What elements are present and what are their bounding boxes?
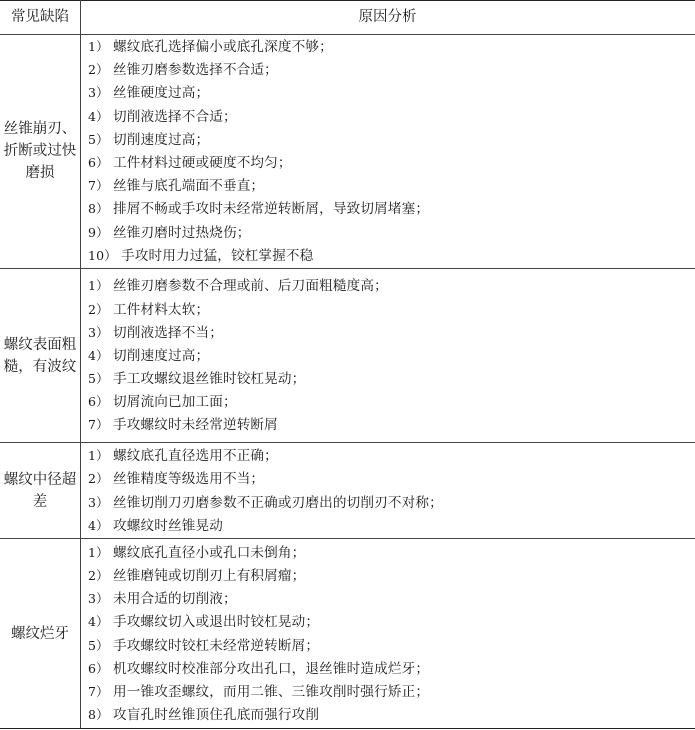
cause-text: 未用合适的切削液； [113, 591, 237, 608]
cause-item [88, 35, 691, 58]
cause-number: 4） [88, 517, 109, 533]
cause-text: 螺纹底孔直径小或孔口未倒角； [113, 544, 306, 561]
cause-item [88, 514, 691, 537]
cause-text: 用一锥攻歪螺纹，而用二锥、三锥攻削时强行矫正； [113, 683, 430, 700]
cause-item [88, 657, 691, 680]
cause-item [88, 344, 691, 367]
cause-item [88, 680, 691, 703]
cause-number: 8） [88, 707, 109, 723]
cause-number: 2） [88, 567, 109, 583]
cause-item [88, 541, 691, 564]
defect-cell: 螺纹中径超差 [3, 471, 77, 510]
cause-number: 6） [88, 660, 109, 676]
cause-list [88, 269, 691, 442]
cause-list [88, 34, 691, 268]
cause-text: 切削速度过高； [113, 131, 210, 148]
cause-item [88, 634, 691, 657]
cause-text: 丝锥刃磨时过热烧伤； [113, 224, 251, 241]
cause-number: 6） [88, 394, 109, 410]
cause-list [88, 443, 691, 538]
cause-number: 9） [88, 224, 109, 240]
cause-text: 攻螺纹时丝锥晃动 [113, 517, 223, 534]
cause-number: 2） [88, 301, 109, 317]
cause-number: 1） [88, 544, 109, 560]
cause-text: 工件材料过硬或硬度不均匀； [113, 155, 292, 171]
cause-text: 切削液选择不合适； [113, 108, 237, 125]
cause-text: 丝锥刃磨参数不合理或前、后刀面粗糙度高； [113, 278, 388, 295]
cause-item [88, 390, 691, 413]
header-defect: 常见缺陷 [11, 9, 69, 25]
defect-cell: 丝锥崩刃、折断或过快磨损 [3, 121, 77, 181]
cause-text: 排屑不畅或手攻时未经常逆转断屑，导致切屑堵塞； [113, 201, 430, 218]
cause-item [88, 58, 691, 81]
cause-number: 8） [88, 201, 109, 217]
cause-item [88, 367, 691, 390]
cause-item [88, 444, 691, 467]
header-cause: 原因分析 [358, 9, 417, 25]
cause-item [88, 564, 691, 587]
cause-number: 1） [88, 448, 109, 464]
cause-text: 丝锥硬度过高； [113, 85, 210, 102]
cause-number: 3） [88, 494, 109, 510]
cause-text: 手攻螺纹时铰杠未经常逆转断屑； [113, 637, 320, 654]
cause-item [88, 491, 691, 514]
cause-text: 螺纹底孔选择偏小或底孔深度不够； [113, 39, 333, 56]
cause-text: 手攻时用力过猛，铰杠掌握不稳 [121, 247, 314, 264]
cause-number: 2） [88, 471, 109, 487]
cause-item [88, 321, 691, 344]
cause-item [88, 274, 691, 297]
cause-number: 7） [88, 683, 109, 699]
cause-item [88, 197, 691, 220]
cause-text: 手工攻螺纹退丝锥时铰杠晃动； [113, 371, 306, 388]
cause-text: 攻盲孔时丝锥顶住孔底而强行攻削 [113, 707, 320, 724]
cause-text: 螺纹底孔直径选用不正确； [113, 448, 278, 465]
cause-number: 1） [88, 39, 109, 55]
cause-number: 3） [88, 324, 109, 340]
cause-number: 1） [88, 278, 109, 294]
cause-text: 手攻螺纹时未经常逆转断屑 [113, 417, 278, 434]
cause-number: 7） [88, 417, 109, 433]
cause-text: 切削液选择不当； [113, 324, 223, 341]
cause-item [88, 151, 691, 174]
cause-text: 手攻螺纹切入或退出时铰杠晃动； [113, 614, 320, 631]
cause-number: 6） [88, 155, 109, 170]
cause-number: 4） [88, 614, 109, 630]
cause-text: 切屑流向已加工面； [113, 394, 237, 411]
cause-number: 5） [88, 131, 109, 147]
table-header-row [0, 0, 695, 35]
cause-text: 丝锥与底孔端面不垂直； [113, 178, 265, 195]
cause-number: 4） [88, 347, 109, 363]
cause-number: 5） [88, 637, 109, 653]
cause-text: 机攻螺纹时校准部分攻出孔口，退丝锥时造成烂牙； [113, 660, 430, 677]
cause-text: 丝锥切削刀刃磨参数不正确或刃磨出的切削刃不对称； [113, 494, 443, 511]
table-row [0, 34, 695, 269]
cause-item [88, 413, 691, 436]
cause-item [88, 298, 691, 321]
cause-number: 2） [88, 62, 109, 78]
cause-text: 工件材料太软； [113, 301, 210, 318]
cause-text: 切削速度过高； [113, 347, 210, 364]
cause-item [88, 174, 691, 197]
cause-number: 10） [88, 247, 117, 263]
cause-item [88, 81, 691, 104]
table-bottom-rule [0, 728, 695, 729]
cause-item [88, 128, 691, 151]
cause-number: 5） [88, 371, 109, 387]
cause-item [88, 467, 691, 490]
cause-number: 3） [88, 85, 109, 101]
cause-text: 丝锥精度等级选用不当； [113, 471, 265, 488]
cause-item [88, 703, 691, 726]
cause-item [88, 105, 691, 128]
cause-item [88, 610, 691, 633]
cause-item [88, 221, 691, 244]
cause-number: 7） [88, 178, 109, 194]
table-row [0, 269, 695, 443]
cause-list [88, 539, 691, 728]
cause-text: 丝锥刃磨参数选择不合适； [113, 62, 278, 79]
cause-item [88, 587, 691, 610]
cause-item [88, 244, 691, 267]
table-row [0, 443, 695, 539]
cause-number: 4） [88, 108, 109, 124]
defect-cell: 螺纹烂牙 [11, 625, 69, 642]
table-row [0, 539, 695, 728]
defect-cell: 螺纹表面粗糙，有波纹 [3, 336, 77, 375]
cause-number: 3） [88, 591, 109, 607]
cause-text: 丝锥磨钝或切削刃上有积屑瘤； [113, 567, 306, 584]
